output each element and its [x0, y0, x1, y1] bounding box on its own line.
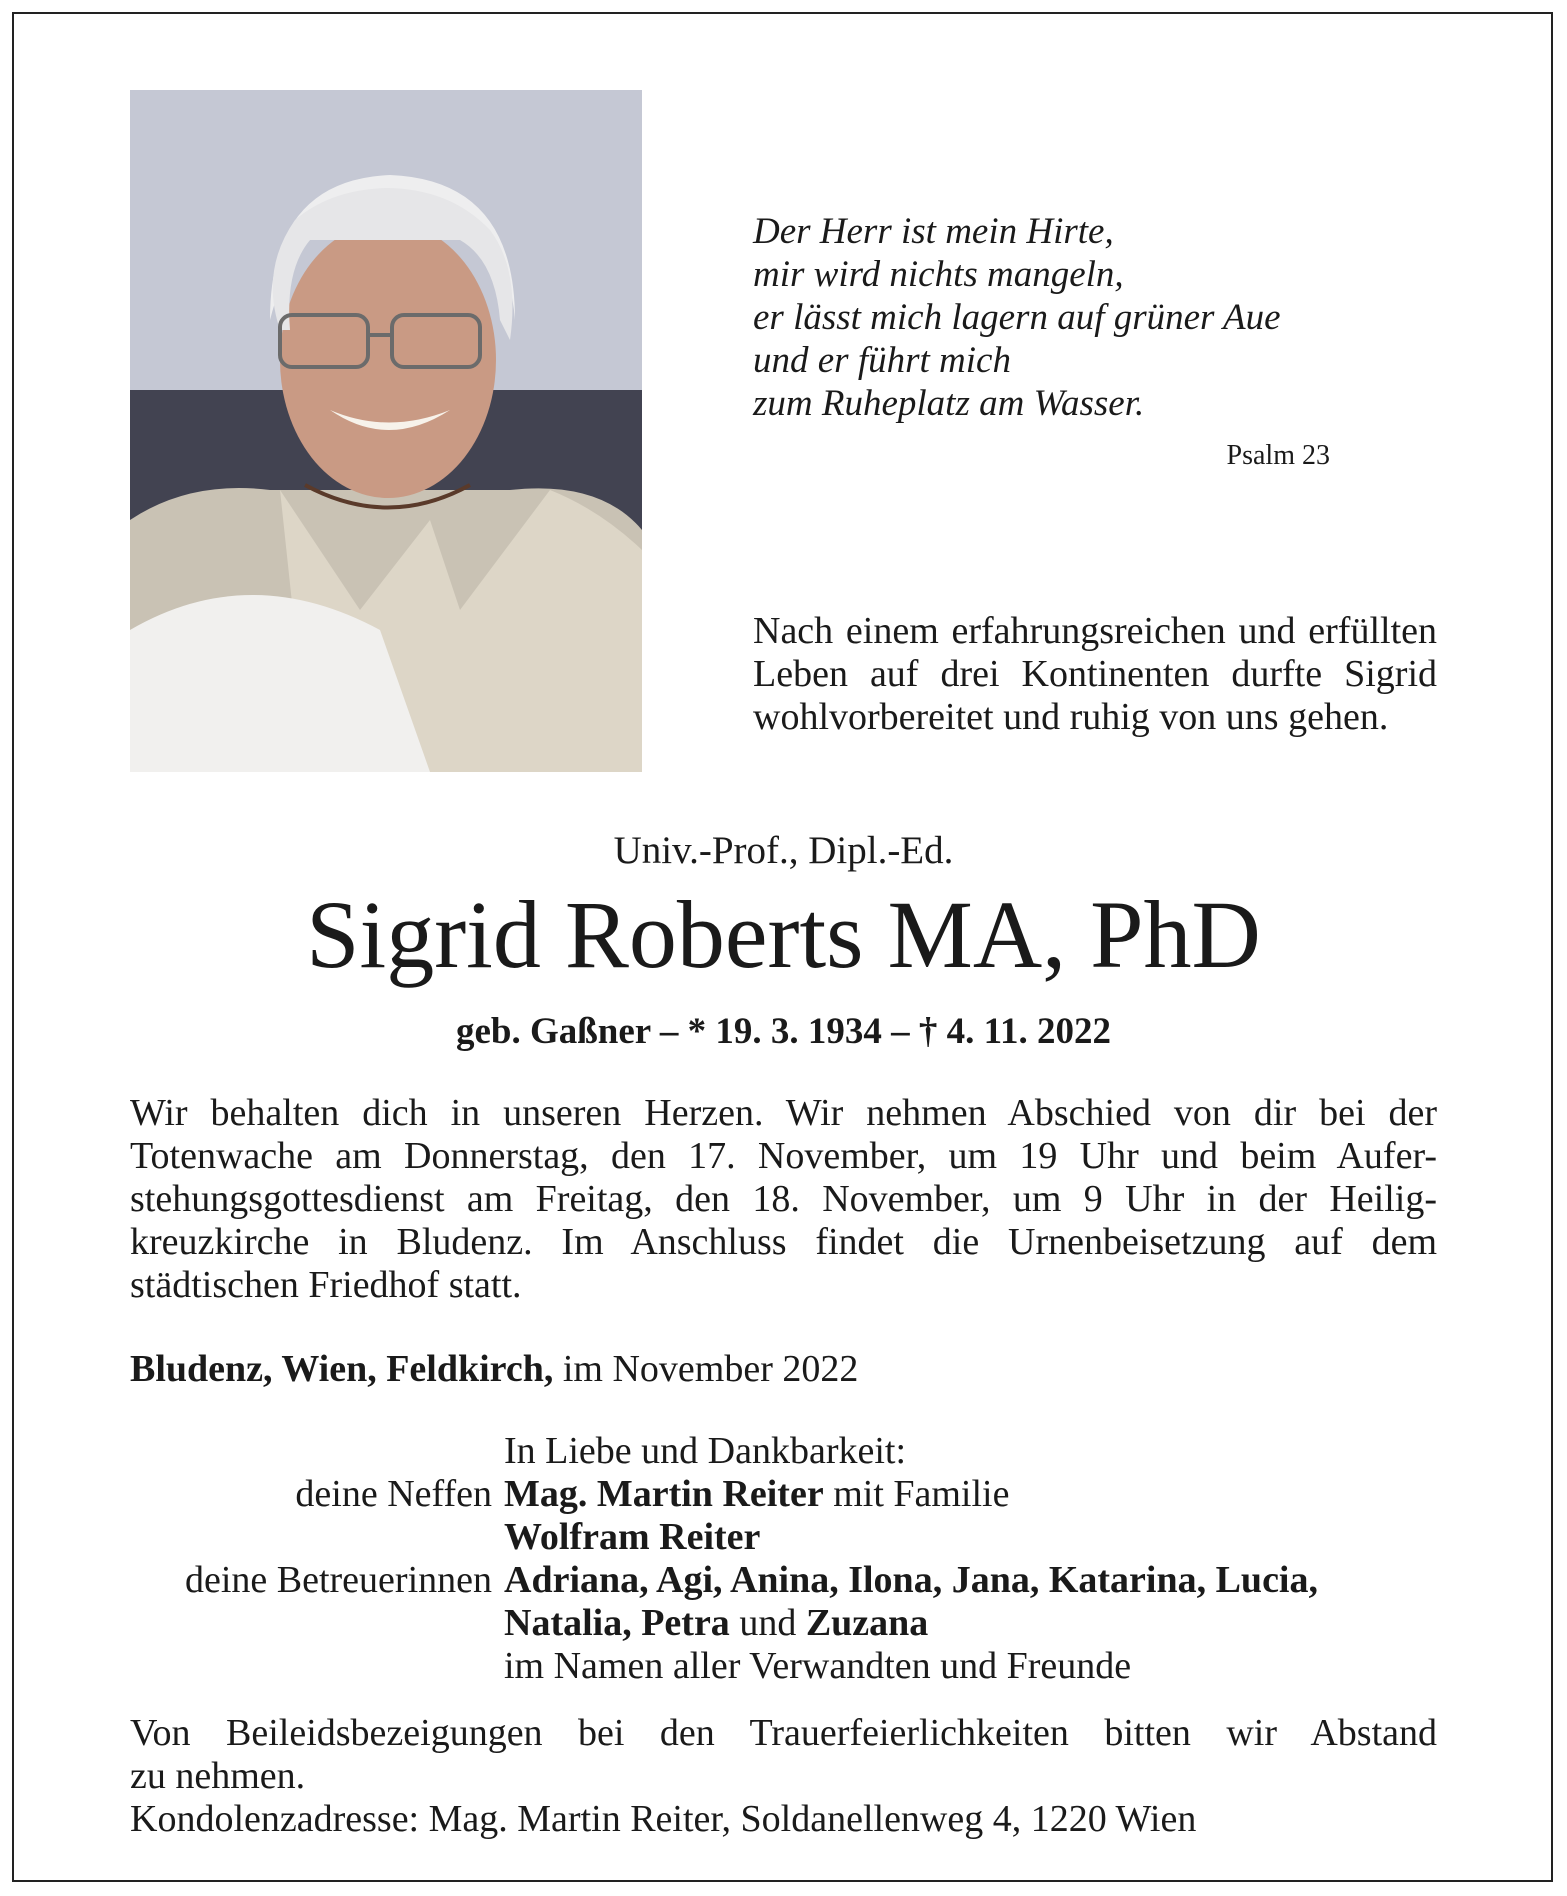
mourners-heading: In Liebe und Dankbarkeit:	[504, 1430, 907, 1472]
nephew-name: Mag. Martin Reiter	[504, 1473, 824, 1515]
mourners-closing: im Namen aller Verwandten und Freunde	[504, 1645, 1132, 1687]
life-dates: geb. Gaßner – * 19. 3. 1934 – † 4. 11. 2022	[455, 1011, 1112, 1052]
announcement-line: stehungsgottesdienst am Freitag, den 18. November, um 9 Uhr in der Heilig-	[130, 1178, 1437, 1220]
psalm-line: zum Ruheplatz am Wasser.	[753, 383, 1145, 424]
academic-titles: Univ.-Prof., Dipl.-Ed.	[613, 829, 954, 872]
announcement-line: kreuzkirche in Bludenz. Im Anschluss findet die Urnenbeisetzung auf dem	[130, 1221, 1437, 1263]
nephew-suffix: mit Familie	[823, 1473, 1010, 1515]
intro-paragraph: Nach einem erfahrungsreichen und erfüllten Leben auf drei Kontinenten durfte Sigrid wohlvorbereitet und ruhig von uns gehen.	[753, 610, 1437, 738]
carers-label: deine Betreuerinnen	[184, 1559, 492, 1601]
place-date: im November 2022	[553, 1348, 859, 1390]
portrait-photo	[130, 90, 642, 772]
psalm-line: Der Herr ist mein Hirte,	[753, 211, 1114, 252]
footer-notes	[130, 1712, 1437, 1841]
condolence-note-end: zu nehmen.	[130, 1755, 306, 1797]
announcement-line: Wir behalten dich in unseren Herzen. Wir nehmen Abschied von dir bei der	[130, 1092, 1437, 1134]
psalm-reference: Psalm 23	[1226, 440, 1330, 471]
condolence-address: Kondolenzadresse: Mag. Martin Reiter, Soldanellenweg 4, 1220 Wien	[130, 1798, 1197, 1840]
carers-names: Natalia, Petra	[504, 1602, 730, 1644]
announcement-line: Totenwache am Donnerstag, den 17. November, um 19 Uhr und beim Aufer-	[130, 1135, 1437, 1177]
mourners-list	[130, 1430, 1437, 1688]
announcement-paragraph	[130, 1092, 1437, 1307]
nephew-name: Wolfram Reiter	[504, 1516, 761, 1558]
mourners-row-nephews	[130, 1473, 1437, 1516]
carers-names: Adriana, Agi, Anina, Ilona, Jana, Katarina, Lucia,	[504, 1559, 1318, 1601]
carers-and: und	[729, 1602, 806, 1644]
psalm-line: mir wird nichts mangeln,	[753, 254, 1124, 295]
portrait-illustration	[130, 90, 642, 772]
mourners-row-carers	[130, 1559, 1437, 1602]
mourners-row-nephew2	[130, 1516, 1437, 1559]
place-and-date	[130, 1347, 1437, 1391]
announcement-line: städtischen Friedhof statt.	[130, 1264, 522, 1306]
place-cities: Bludenz, Wien, Feldkirch,	[130, 1348, 554, 1390]
mourners-heading-row	[130, 1430, 1437, 1473]
mourners-row-closing	[130, 1645, 1437, 1688]
nephews-label: deine Neffen	[295, 1473, 492, 1515]
psalm-line: er lässt mich lagern auf grüner Aue	[753, 297, 1281, 338]
mourners-row-carers2	[130, 1602, 1437, 1645]
psalm-quote	[753, 210, 1333, 425]
psalm-line: und er führt mich	[753, 340, 1011, 381]
carers-last-name: Zuzana	[805, 1602, 929, 1644]
deceased-name: Sigrid Roberts MA, PhD	[306, 881, 1261, 988]
condolence-note: Von Beileidsbezeigungen bei den Trauerfeierlichkeiten bitten wir Abstand	[130, 1712, 1437, 1754]
